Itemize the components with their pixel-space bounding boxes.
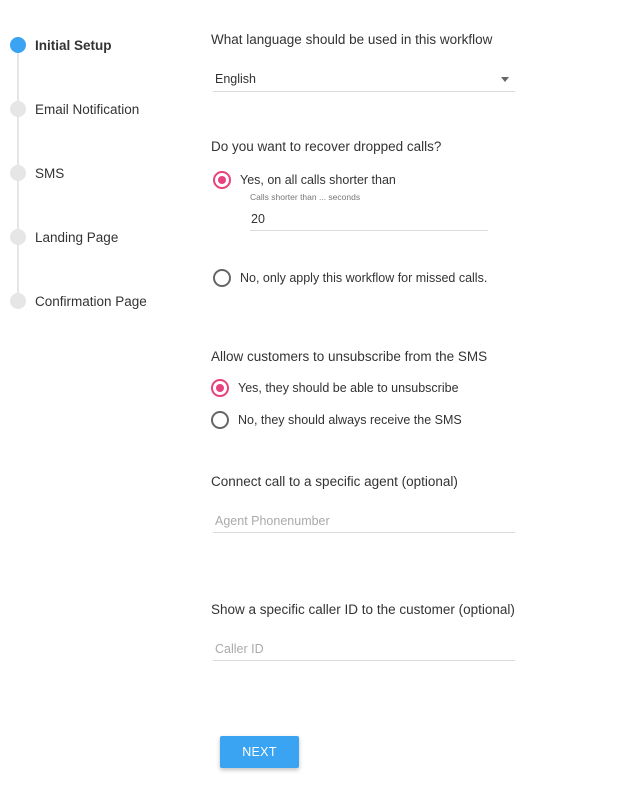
language-selected-value: English [215,72,256,86]
language-question: What language should be used in this workflow [211,32,493,47]
step-dot-icon [10,229,26,245]
radio-unchecked-icon [211,411,229,429]
caller-id-field [213,638,515,661]
unsubscribe-no-radio[interactable] [211,411,462,429]
step-dot-icon [10,293,26,309]
step-confirmation-page[interactable] [10,292,147,310]
caller-id-question: Show a specific caller ID to the customer (optional) [211,602,515,617]
radio-checked-icon [211,379,229,397]
agent-question: Connect call to a specific agent (optional) [211,474,458,489]
radio-label: Yes, they should be able to unsubscribe [238,381,459,395]
seconds-input[interactable] [250,208,488,230]
step-label: Confirmation Page [35,293,147,309]
step-landing-page[interactable] [10,228,118,246]
step-dot-icon [10,165,26,181]
step-label: Email Notification [35,101,140,117]
step-email-notification[interactable] [10,100,139,118]
dropped-calls-yes-radio[interactable] [213,171,396,189]
radio-unchecked-icon [213,269,231,287]
dropped-calls-question: Do you want to recover dropped calls? [211,139,442,154]
step-label: Landing Page [35,229,119,245]
dropped-calls-no-radio[interactable] [213,269,487,287]
unsubscribe-yes-radio[interactable] [211,379,459,397]
radio-label: Yes, on all calls shorter than [240,173,396,187]
radio-label: No, they should always receive the SMS [238,413,462,427]
next-button[interactable]: NEXT [220,736,299,768]
step-label: Initial Setup [35,37,112,53]
caller-id-input[interactable] [213,638,515,660]
dropdown-arrow-icon [501,77,509,82]
step-initial-setup[interactable] [10,36,112,54]
seconds-field [250,192,488,231]
radio-label: No, only apply this workflow for missed calls. [240,271,488,285]
agent-phonenumber-input[interactable] [213,510,515,532]
unsubscribe-question: Allow customers to unsubscribe from the SMS [211,349,488,364]
radio-checked-icon [213,171,231,189]
seconds-field-label: Calls shorter than ... seconds [250,192,361,202]
language-select[interactable] [213,66,515,92]
step-sms[interactable] [10,164,64,182]
step-label: SMS [35,165,65,181]
step-active-dot-icon [10,37,26,53]
step-dot-icon [10,101,26,117]
agent-field [213,510,515,533]
